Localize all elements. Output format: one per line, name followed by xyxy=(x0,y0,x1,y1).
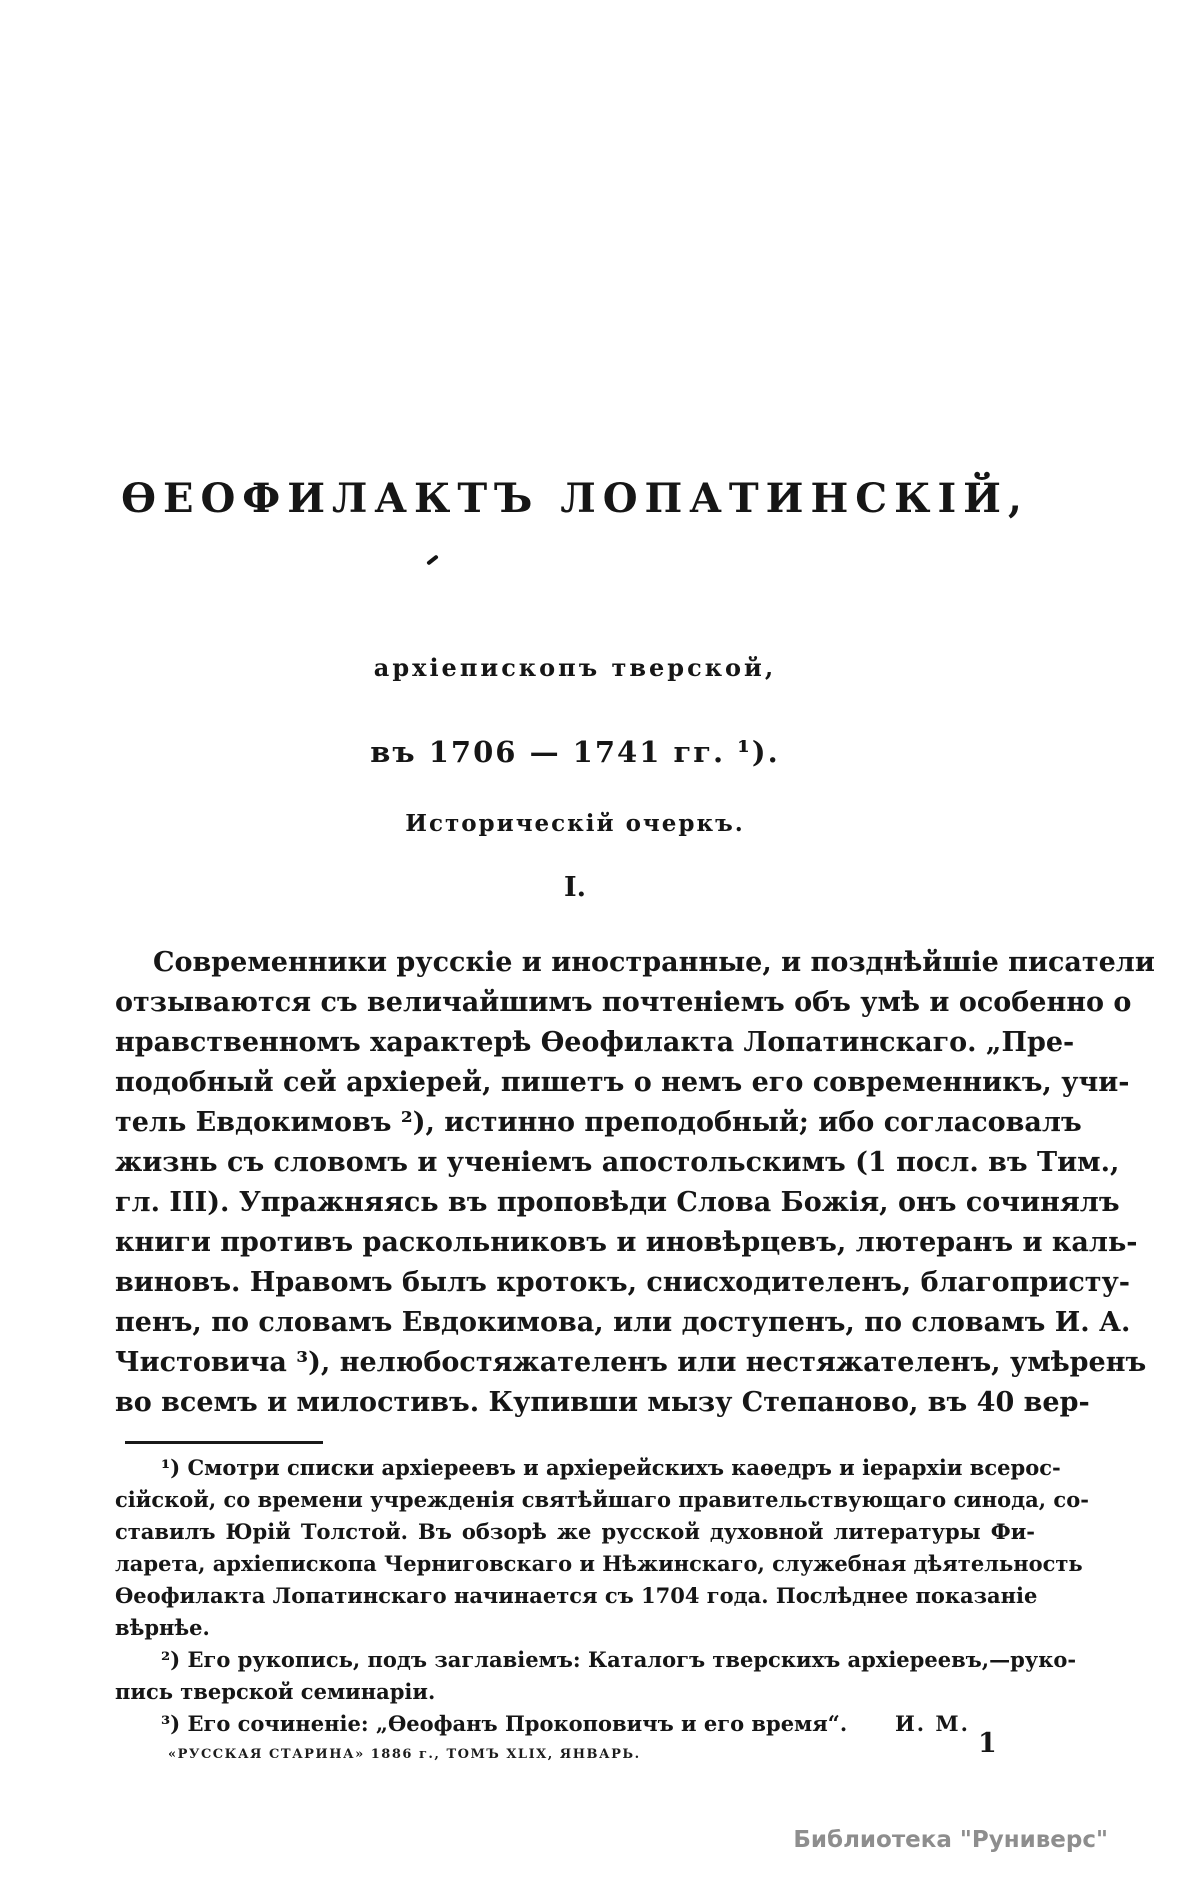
body-text-line: книги противъ раскольниковъ и иновѣрцевъ, лютеранъ и каль- xyxy=(115,1227,1138,1258)
body-text-line: Современники русскіе и иностранные, и позднѣйшіе писатели xyxy=(153,947,1155,978)
article-dates-line: въ 1706 — 1741 гг. ¹). xyxy=(370,735,780,769)
body-text-line: гл. III). Упражняясь въ проповѣди Слова Божія, онъ сочинялъ xyxy=(115,1187,1120,1218)
body-text-line: жизнь съ словомъ и ученіемъ апостольскимъ (1 посл. въ Тим., xyxy=(115,1147,1120,1178)
article-subtitle: архіепископъ тверской, xyxy=(373,653,777,682)
footnote-text: ³) Его сочиненіе: „Ѳеофанъ Прокоповичъ и его время“. xyxy=(161,1711,848,1736)
page-number: 1 xyxy=(978,1728,997,1759)
footnote-line: Ѳеофилакта Лопатинскаго начинается съ 1704 года. Послѣднее показаніе xyxy=(115,1583,1038,1608)
footnote-line: вѣрнѣе. xyxy=(115,1615,210,1640)
footnotes xyxy=(115,1452,1089,1740)
author-initials: И. М. xyxy=(894,1711,970,1736)
footnote-line: ларета, архіепископа Черниговскаго и Нѣжинскаго, служебная дѣятельность xyxy=(115,1551,1083,1576)
section-heading: Историческій очеркъ. xyxy=(405,810,745,837)
ink-speck xyxy=(426,554,439,565)
library-watermark: Библиотека "Руниверс" xyxy=(793,1827,1108,1853)
footnote-separator-rule xyxy=(125,1441,323,1444)
chapter-numeral: I. xyxy=(563,872,587,903)
footnote-line xyxy=(115,1708,1035,1740)
body-text-line: пенъ, по словамъ Евдокимова, или доступенъ, по словамъ И. А. xyxy=(115,1307,1131,1338)
body-paragraph xyxy=(115,943,1155,1423)
body-text-line: во всемъ и милостивъ. Купивши мызу Степаново, въ 40 вер- xyxy=(115,1387,1090,1418)
article-title: ѲЕОФИЛАКТЪ ЛОПАТИНСКІЙ, xyxy=(121,475,1029,522)
body-text-line: отзываются съ величайшимъ почтеніемъ объ умѣ и особенно о xyxy=(115,987,1132,1018)
body-text-line: нравственномъ характерѣ Ѳеофилакта Лопатинскаго. „Пре- xyxy=(115,1027,1075,1058)
journal-imprint: «РУССКАЯ СТАРИНА» 1886 г., ТОМЪ XLIX, ЯНВАРЬ. xyxy=(168,1747,641,1762)
body-text-line: виновъ. Нравомъ былъ кротокъ, снисходителенъ, благопристу- xyxy=(115,1267,1131,1298)
body-text-line: Чистовича ³), нелюбостяжателенъ или нестяжателенъ, умѣренъ xyxy=(115,1347,1147,1378)
footnote-line: пись тверской семинаріи. xyxy=(115,1679,436,1704)
footnote-line: ¹) Смотри списки архіереевъ и архіерейскихъ каѳедръ и іерархіи всерос- xyxy=(161,1455,1061,1480)
body-text-line: подобный сей архіерей, пишетъ о немъ его современникъ, учи- xyxy=(115,1067,1130,1098)
body-text-line: тель Евдокимовъ ²), истинно преподобный; ибо согласовалъ xyxy=(115,1107,1082,1138)
footnote-line: ставилъ Юрій Толстой. Въ обзорѣ же русской духовной литературы Фи- xyxy=(115,1519,1035,1544)
footnote-line: ²) Его рукопись, подъ заглавіемъ: Каталогъ тверскихъ архіереевъ,—руко- xyxy=(161,1647,1077,1672)
footnote-line: сійской, со времени учрежденія святѣйшаго правительствующаго синода, со- xyxy=(115,1487,1089,1512)
